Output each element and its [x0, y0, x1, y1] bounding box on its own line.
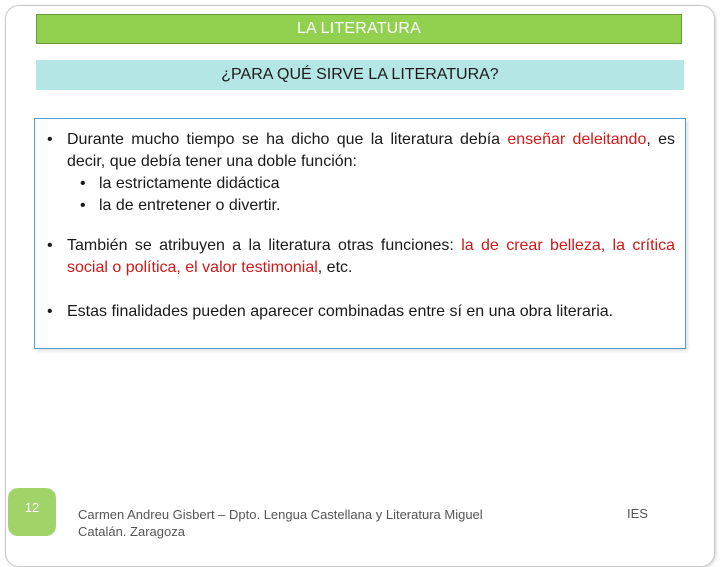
sub-item-text: la de entretener o divertir.	[99, 197, 281, 214]
sub-list-item	[67, 173, 675, 195]
bullet-text	[47, 129, 675, 173]
sub-list-item	[67, 195, 675, 217]
bullet-text	[47, 235, 675, 279]
highlight-text: enseñar deleitando	[507, 131, 647, 148]
slide-subtitle-text: ¿PARA QUÉ SIRVE LA LITERATURA?	[221, 66, 499, 83]
page-number-badge	[8, 488, 56, 536]
sub-list	[47, 173, 675, 217]
bullet-point-3	[47, 301, 675, 323]
page-number: 12	[24, 500, 40, 515]
footer-institution: IES	[627, 506, 648, 521]
slide-title	[36, 14, 682, 44]
slide-title-text: LA LITERATURA	[296, 20, 422, 37]
bullet-text: Estas finalidades pueden aparecer combinadas entre sí en una obra literaria.	[67, 303, 614, 320]
bullet-icon: •	[47, 131, 53, 148]
text-segment: , etc.	[317, 259, 353, 276]
bullet-point-2	[47, 235, 675, 279]
sub-bullet-icon: •	[80, 175, 86, 192]
footer-credit: Carmen Andreu Gisbert – Dpto. Lengua Castellana y Literatura Miguel Catalán. Zaragoza	[78, 507, 483, 539]
sub-item-text: la estrictamente didáctica	[99, 175, 280, 192]
content-box	[34, 118, 686, 349]
text-segment: También se atribuyen a la literatura otras funciones:	[67, 237, 462, 254]
bullet-icon: •	[47, 303, 53, 320]
highlight-text: la de crear belleza, la crítica social o política, el valor testimonial	[67, 237, 676, 276]
bullet-point-1	[47, 129, 675, 217]
bullet-icon: •	[47, 237, 53, 254]
sub-bullet-icon: •	[80, 197, 86, 214]
text-segment: Durante mucho tiempo se ha dicho que la literatura debía	[67, 131, 508, 148]
slide-subtitle	[36, 60, 684, 90]
text-segment: , es decir, que debía tener una doble función:	[67, 131, 675, 170]
